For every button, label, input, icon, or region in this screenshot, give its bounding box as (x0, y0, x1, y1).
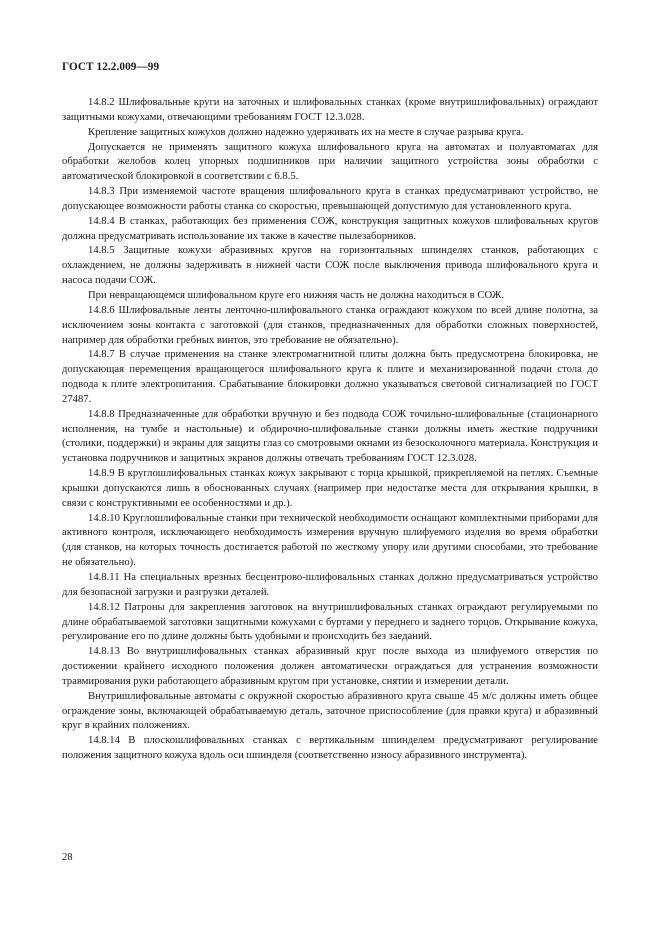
paragraph-14-8-8: 14.8.8 Предназначенные для обработки вручную и без подвода СОЖ точильно-шлифовальные (стационарного исполнения, на тумбе и настольные) и обдирочно-шлифовальные станки должны иметь жесткие подручники (столики, поддержки) и экраны для защиты глаз со смотровыми окнами из безосколочного материала. Конструкция и установка подручников и защитных экранов должны отвечать требованиям ГОСТ 12.3.028. (62, 408, 598, 465)
paragraph-14-8-13: 14.8.13 Во внутришлифовальных станках абразивный круг после выхода из шлифуемого отверстия по достижении крайнего исходного положения должен автоматически ограждаться для устранения возможности травмирования руки работающего абразивным кругом при установке, снятии и измерении детали. (62, 646, 598, 687)
paragraph-14-8-11: 14.8.11 На специальных врезных бесцентрово-шлифовальных станках должно предусматриваться устройство для безопасной загрузки и разгрузки деталей. (62, 572, 598, 598)
document-body (62, 96, 598, 764)
paragraph-14-8-12: 14.8.12 Патроны для закрепления заготовок на внутришлифовальных станках ограждают регулируемыми по длине обрабатываемой заготовки защитными кожухами с буртами у переднего и заднего торцов. Открывание кожуха, регулирование его по длине должны быть удобными и происходить без заеданий. (62, 601, 598, 643)
paragraph-14-8-5: 14.8.5 Защитные кожухи абразивных кругов на горизонтальных шпинделях станков, работающих с охлаждением, не должны задерживать в нижней части СОЖ после выключения привода шлифовального круга и насоса подачи СОЖ. (62, 245, 598, 287)
paragraph-14-8-6: 14.8.6 Шлифовальные ленты ленточно-шлифовального станка ограждают кожухом по всей длине полотна, за исключением зоны контакта с заготовкой (для станков, предназначенных для обработки сложных поверхностей, например для обработки гребных винтов, это требование не обязательно). (62, 304, 598, 346)
document-code-header: ГОСТ 12.2.009—99 (62, 61, 160, 73)
paragraph-14-8-14: 14.8.14 В плоскошлифовальных станках с вертикальным шпинделем предусматривают регулирование положения защитного кожуха вдоль оси шпинделя (соответственно износу абразивного инструмента). (62, 735, 598, 762)
paragraph-14-8-4: 14.8.4 В станках, работающих без применения СОЖ, конструкция защитных кожухов шлифовальных кругов должна предусматривать использование их также в качестве пылезаборников. (62, 215, 598, 242)
paragraph-14-8-9: 14.8.9 В круглошлифовальных станках кожух закрывают с торца крышкой, прикрепляемой на петлях. Съемные крышки допускаются лишь в обоснованных случаях (например при недостатке места для открывания крышки, в связи с конструктивными ее особенностями и др.). (62, 468, 598, 509)
paragraph-14-8-3: 14.8.3 При изменяемой частоте вращения шлифовального круга в станках предусматривают устройство, не допускающее возможности работы станка со скоростью, превышающей допустимую для установленного круга. (62, 186, 598, 212)
paragraph-14-8-10: 14.8.10 Круглошлифовальные станки при технической необходимости оснащают комплектными приборами для активного контроля, исключающего необходимость измерения вручную шлифуемого изделия во время обработки (для станков, на которых точность достигается работой по жесткому упору или другими способами, это требование не обязательно). (62, 512, 598, 569)
paragraph-internal-grinders: Внутришлифовальные автоматы с окружной скоростью абразивного круга свыше 45 м/с должны иметь общее ограждение зоны, включающей обрабатываемую деталь, заточное приспособление (для правки круга) и абразивный круг в крайних положениях. (62, 690, 598, 732)
paragraph-coolant-note: При невращающемся шлифовальном круге его нижняя часть не должна находиться в СОЖ. (88, 289, 505, 301)
paragraph-guard-exception: Допускается не применять защитного кожуха шлифовального круга на автоматах и полуавтоматах для обработки желобов колец упорных подшипников при наличии защитного устройства зоны обработки с автоматической блокировкой в соответствии с 6.8.5. (62, 141, 598, 183)
paragraph-14-8-2: 14.8.2 Шлифовальные круги на заточных и шлифовальных станках (кроме внутришлифовальных) ограждают защитными кожухами, отвечающими требованиям ГОСТ 12.3.028. (62, 97, 598, 123)
page-number: 28 (62, 852, 73, 863)
paragraph-guard-fixing: Крепление защитных кожухов должно надежно удерживать их на месте в случае разрыва круга. (88, 126, 524, 138)
paragraph-14-8-7: 14.8.7 В случае применения на станке электромагнитной плиты должна быть предусмотрена блокировка, не допускающая перемещения вращающегося шлифовального круга к плите и механизированной подачи стола до подвода к плите электропитания. Срабатывание блокировки должно указываться световой сигнализацией по ГОСТ 27487. (62, 349, 598, 405)
